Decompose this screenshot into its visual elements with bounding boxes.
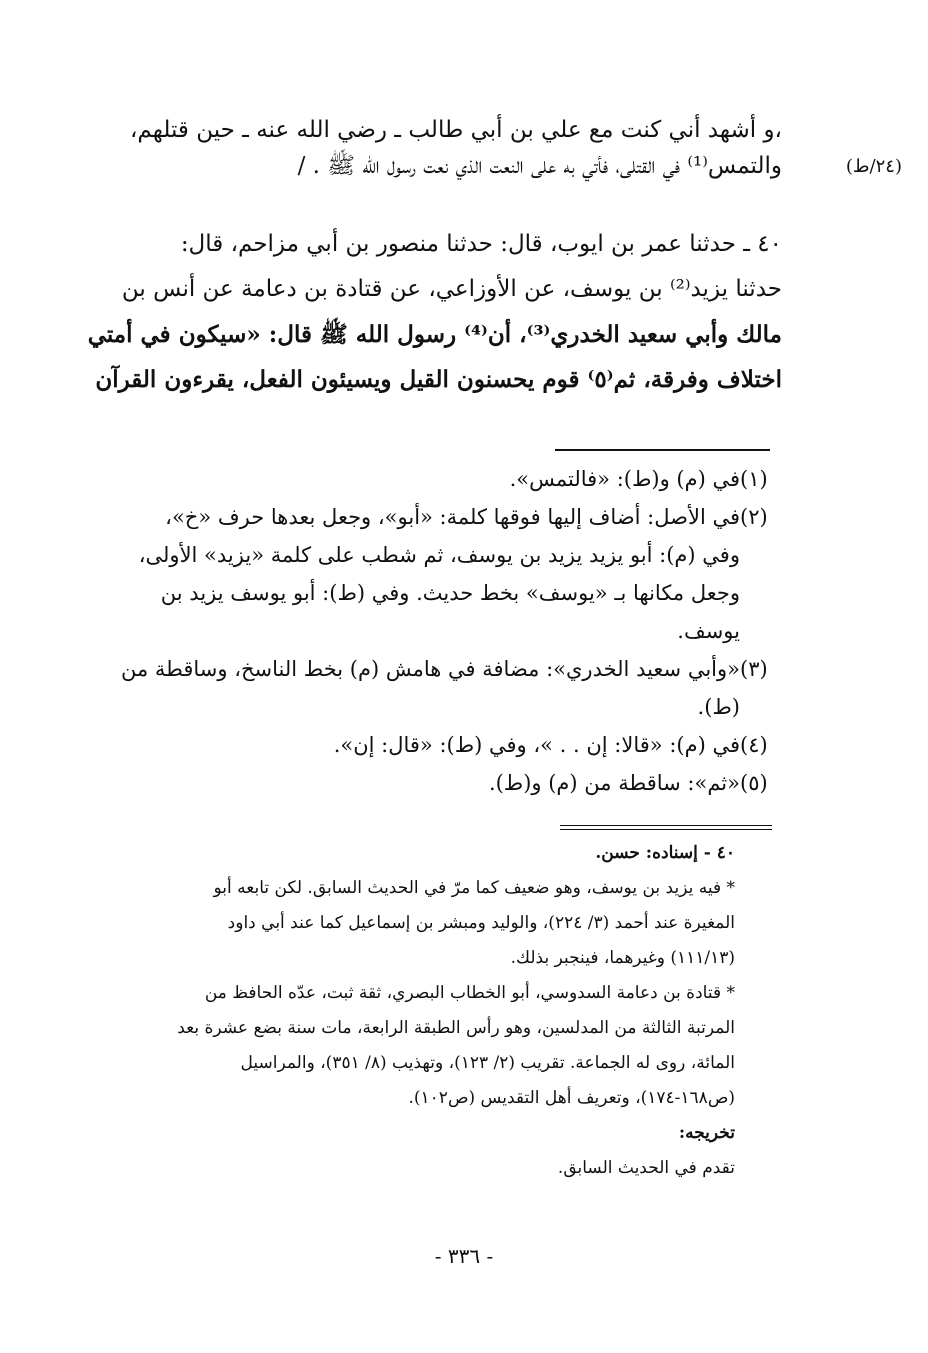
footnote-4-number: (٤) (740, 733, 768, 757)
takhrij-section (70, 836, 735, 1186)
footnote-5-number: (٥) (740, 771, 768, 795)
page-number: - ٣٣٦ - (434, 1244, 494, 1268)
footnote-3-line-2: (ط). (697, 695, 740, 719)
takhrij-line-1: * فيه يزيد بن يوسف، وهو ضعيف كما مرّ في الحديث السابق. لكن تابعه أبو (213, 878, 735, 898)
hadith-line-4: اختلاف وفرقة، ثم⁽٥⁾ قوم يحسنون القيل ويسيئون الفعل، يقرءون القرآن (95, 366, 782, 393)
footnote-separator (555, 449, 770, 451)
footnote-3 (70, 650, 782, 726)
takhrij-line-3: (١١١/١٣) وغيرهما، فينجبر بذلك. (510, 948, 735, 968)
footnote-1-number: (١) (740, 467, 768, 491)
takhrij-heading: تخريجه: (678, 1123, 735, 1143)
footnote-2-line-4: يوسف. (677, 619, 740, 643)
main-line-2: والتمس⁽¹⁾ في القتلى، فأتي به على النعت الذي نعت رسول الله ﷺ . / (297, 153, 782, 179)
takhrij-line-2: المغيرة عند أحمد (٣/ ٢٢٤)، والوليد ومبشر بن إسماعيل كما عند أبي داود (227, 913, 735, 933)
footnotes (70, 460, 782, 802)
hadith-line-1: ٤٠ ـ حدثنا عمر بن ايوب، قال: حدثنا منصور بن أبي مزاحم، قال: (180, 231, 782, 257)
takhrij-line-5: المرتبة الثالثة من المدلسين، وهو رأس الطبقة الرابعة، مات سنة بضع عشرة بعد (177, 1018, 735, 1038)
footnote-1 (70, 460, 782, 498)
footnote-2 (70, 498, 782, 650)
takhrij-separator (560, 825, 772, 830)
footnote-5 (70, 764, 782, 802)
isnad-heading: ٤٠ - إسناده: حسن. (595, 843, 735, 863)
footnote-2-line-2: وفي (م): أبو يزيد يزيد بن يوسف، ثم شطب على كلمة «يزيد» الأولى، (138, 543, 740, 567)
hadith-text (70, 222, 782, 402)
takhrij-line-7: (ص١٦٨-١٧٤)، وتعريف أهل التقديس (ص١٠٢). (408, 1088, 735, 1108)
footnote-2-number: (٢) (740, 505, 768, 529)
footnote-2-line-3: وجعل مكانها بـ «يوسف» بخط حديث. وفي (ط): أبو يوسف يزيد بن (160, 581, 740, 605)
main-line-1: ،و أشهد أني كنت مع علي بن أبي طالب ـ رضي الله عنه ـ حين قتلهم، (130, 117, 782, 143)
takhrij-line-6: المائة، روى له الجماعة. تقريب (٢/ ١٢٣)، وتهذيب (٨/ ٣٥١)، والمراسيل (240, 1053, 735, 1073)
footnote-3-number: (٣) (740, 657, 768, 681)
footnote-5-line-1: «ثم»: ساقطة من (م) و(ط). (488, 771, 740, 795)
hadith-line-2: حدثنا يزيد⁽²⁾ بن يوسف، عن الأوزاعي، عن قتادة بن دعامة عن أنس بن (121, 276, 782, 302)
takhrij-text: تقدم في الحديث السابق. (557, 1158, 735, 1178)
margin-reference: (٢٤/ط) (845, 156, 902, 177)
main-paragraph (70, 112, 782, 184)
footnote-1-line-1: في (م) و(ط): «فالتمس». (509, 467, 740, 491)
footnote-3-line-1: «وأبي سعيد الخدري»: مضافة في هامش (م) بخط الناسخ، وساقطة من (120, 657, 740, 681)
takhrij-line-4: * قتادة بن دعامة السدوسي، أبو الخطاب البصري، ثقة ثبت، عدّه الحافظ من (204, 983, 735, 1003)
hadith-line-3: مالك وأبي سعيد الخدري⁽³⁾، أن⁽⁴⁾ رسول الله ﷺ قال: «سيكون في أمتي (87, 321, 782, 348)
footnote-2-line-1: في الأصل: أضاف إليها فوقها كلمة: «أبو»، وجعل بعدها حرف «خ»، (165, 505, 740, 529)
footnote-4-line-1: في (م): «قالا: إن . . »، وفي (ط): «قال: إن». (333, 733, 740, 757)
footnote-4 (70, 726, 782, 764)
